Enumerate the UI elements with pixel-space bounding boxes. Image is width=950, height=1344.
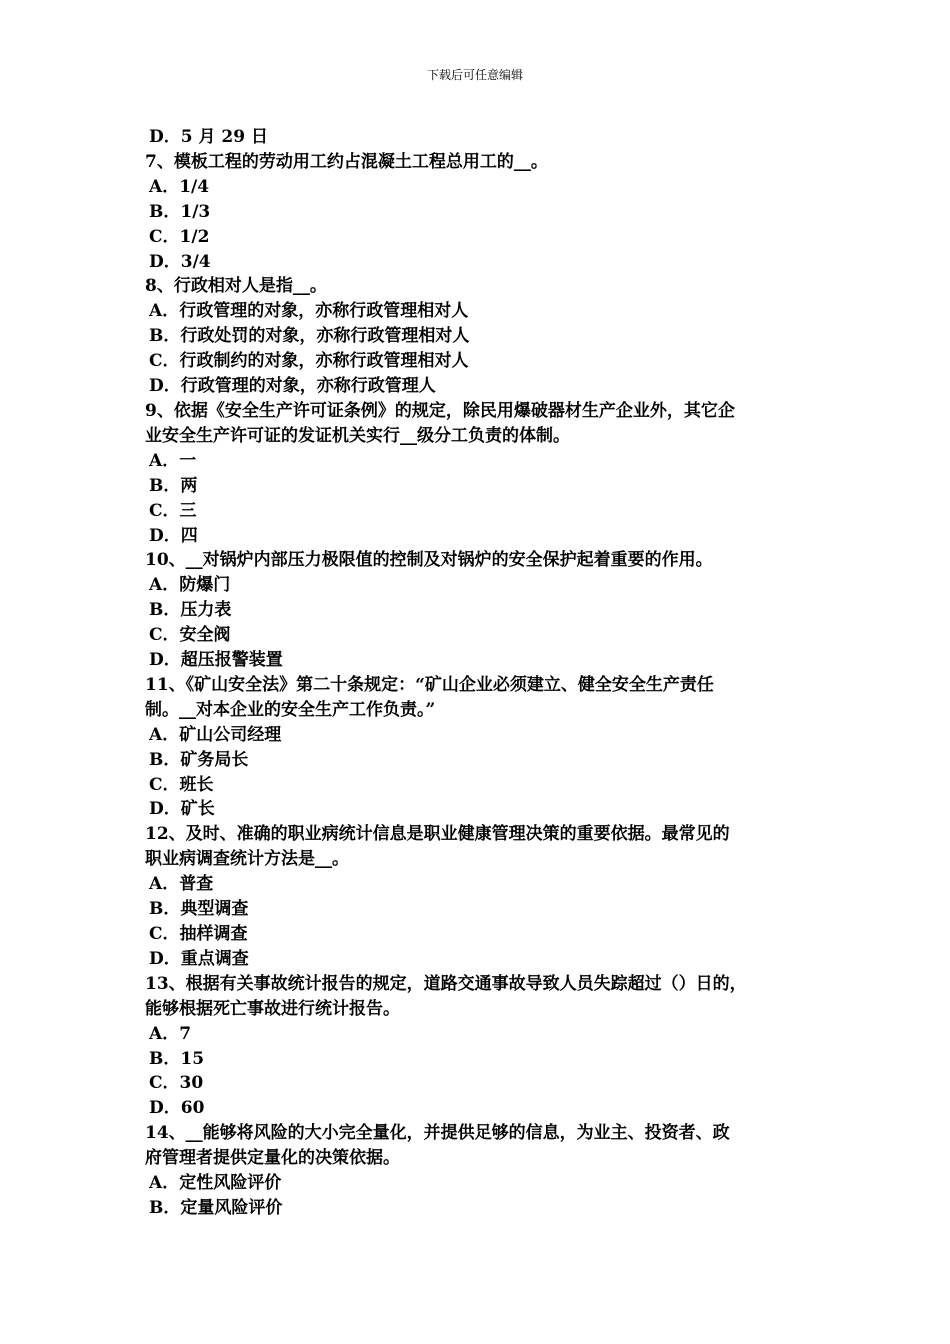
option-line: D．重点调查 xyxy=(149,948,249,969)
option-line: C．30 xyxy=(149,1073,204,1094)
question-line: 9、依据《安全生产许可证条例》的规定，除民用爆破器材生产企业外，其它企 xyxy=(145,400,735,421)
option-line: D．矿长 xyxy=(149,799,215,820)
option-line: B．两 xyxy=(149,475,198,496)
option-line: C．行政制约的对象，亦称行政管理相对人 xyxy=(149,351,469,372)
option-line: C．安全阀 xyxy=(149,625,231,646)
question-line: 12、及时、准确的职业病统计信息是职业健康管理决策的重要依据。最常见的 xyxy=(145,824,730,845)
option-line: C．抽样调查 xyxy=(149,924,248,944)
option-line: B．1/3 xyxy=(149,201,211,222)
question-line: 14、__能够将风险的大小完全量化，并提供足够的信息，为业主、投资者、政 xyxy=(145,1123,730,1144)
option-line: B．定量风险评价 xyxy=(149,1197,283,1218)
question-line: 8、行政相对人是指__。 xyxy=(145,276,327,297)
option-line: A．定性风险评价 xyxy=(149,1173,282,1194)
question-line: 府管理者提供定量化的决策依据。 xyxy=(145,1148,400,1169)
option-line: A．矿山公司经理 xyxy=(149,724,282,745)
question-line: 10、__对锅炉内部压力极限值的控制及对锅炉的安全保护起着重要的作用。 xyxy=(145,550,713,571)
page-header: 下载后可任意编辑 xyxy=(426,68,523,82)
option-line: A．一 xyxy=(149,450,197,471)
option-line: A．普查 xyxy=(149,874,214,895)
option-line: D．超压报警装置 xyxy=(149,650,283,671)
option-line: B．矿务局长 xyxy=(149,749,249,770)
option-line: B．压力表 xyxy=(149,600,232,621)
option-line: C．班长 xyxy=(149,774,214,795)
question-line: 13、根据有关事故统计报告的规定，道路交通事故导致人员失踪超过（）日的， xyxy=(145,973,747,994)
option-line: B．行政处罚的对象，亦称行政管理相对人 xyxy=(149,326,470,347)
option-line: D．四 xyxy=(149,525,198,546)
option-line: C．三 xyxy=(149,500,197,521)
question-line: 能够根据死亡事故进行统计报告。 xyxy=(145,998,400,1019)
option-line: A．1/4 xyxy=(149,176,210,197)
question-line: 11、《矿山安全法》第二十条规定：“矿山企业必须建立、健全安全生产责任 xyxy=(145,674,714,695)
document-body xyxy=(145,125,825,1221)
option-line: D．5 月 29 日 xyxy=(149,127,268,147)
option-line: D．60 xyxy=(149,1098,205,1119)
option-line: B．15 xyxy=(149,1048,205,1069)
option-line: A．7 xyxy=(149,1023,192,1044)
option-line: A．防爆门 xyxy=(149,575,231,596)
option-line: D．行政管理的对象，亦称行政管理人 xyxy=(149,376,436,397)
question-line: 制。__对本企业的安全生产工作负责。” xyxy=(145,699,436,720)
option-line: C．1/2 xyxy=(149,226,210,247)
question-line: 业安全生产许可证的发证机关实行__级分工负责的体制。 xyxy=(145,425,570,446)
option-line: B．典型调查 xyxy=(149,899,249,920)
question-line: 职业病调查统计方法是__。 xyxy=(145,849,349,870)
option-line: A．行政管理的对象，亦称行政管理相对人 xyxy=(149,301,469,322)
question-line: 7、模板工程的劳动用工约占混凝土工程总用工的__。 xyxy=(145,151,548,172)
option-line: D．3/4 xyxy=(149,251,211,272)
